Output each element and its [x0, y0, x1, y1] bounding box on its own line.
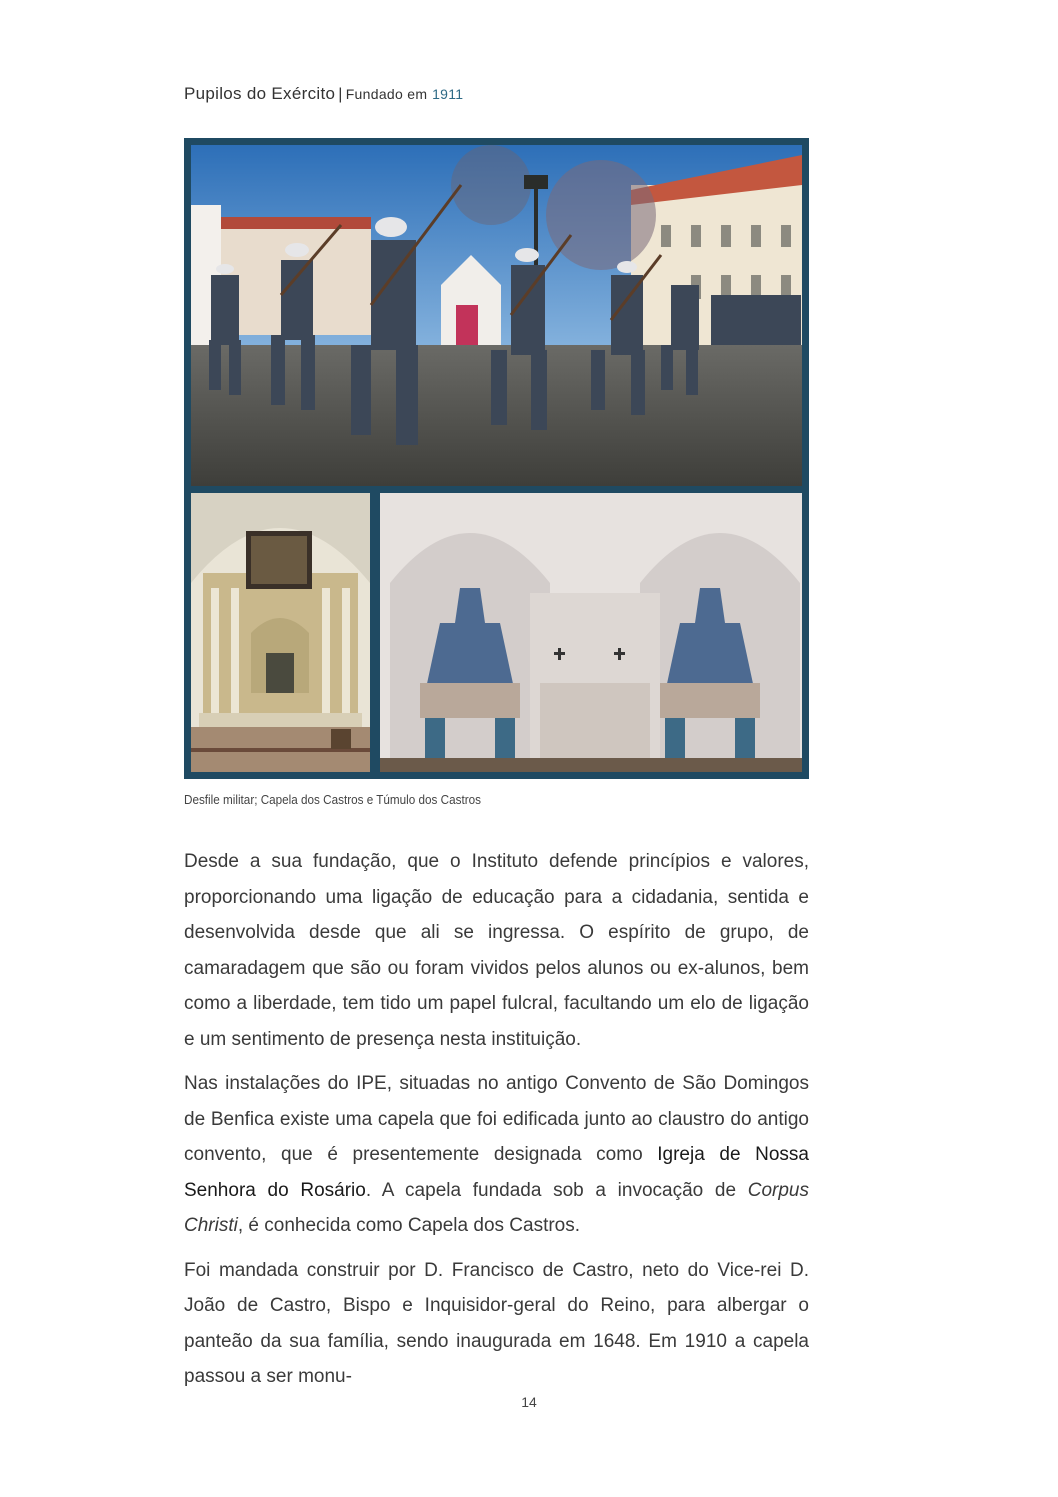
figure-caption: Desfile militar; Capela dos Castros e Túmulo dos Castros: [184, 792, 481, 807]
header-subtitle: Fundado em: [345, 86, 428, 102]
castros-tomb-photo: [380, 493, 802, 772]
corpus-christi-term: Corpus Christi: [184, 1179, 809, 1236]
header-year: 1911: [432, 86, 464, 102]
photo-collage-frame: [184, 138, 809, 779]
church-name: Igreja de Nossa Senhora do Rosário: [184, 1144, 809, 1201]
publication-title: Pupilos do Exército: [184, 84, 336, 103]
paragraph-2-text-c: , é conhecida como Capela dos Castros.: [237, 1215, 581, 1236]
military-parade-photo: [191, 145, 802, 486]
chapel-altar-photo: [191, 493, 370, 772]
paragraph-1: Desde a sua fundação, que o Instituto defende princípios e valores, proporcionando uma ligação de educação para a cidadania, sentida e desenvolvida desde que ali se ingressa. O espírito de grupo, de camaradagem que são ou foram vividos pelos alunos ou ex-alunos, bem como a liberdade, tem tido um papel fulcral, facultando um elo de ligação e um sentimento de presença nesta instituição.: [184, 851, 809, 1050]
paragraph-2-text-b: . A capela fundada sob a invocação de: [365, 1179, 748, 1201]
paragraph-3: Foi mandada construir por D. Francisco de Castro, neto do Vice-rei D. João de Castro, Bispo e Inquisidor-geral do Reino, para albergar o panteão da sua família, sendo inaugurada em 1648. Em 1910 a capela passou a ser monu-: [184, 1259, 809, 1387]
paragraph-2-text: Nas instalações do IPE, situadas no antigo Convento de São Domingos de Benfica existe uma capela que foi edificada junto ao claustro do antigo convento, que é presentemente designada como: [184, 1073, 809, 1165]
paragraph-2: [184, 1066, 809, 1244]
page-number: 14: [521, 1394, 537, 1410]
body-text: [184, 844, 809, 1404]
running-header: [184, 84, 463, 104]
header-separator: |: [338, 86, 343, 103]
